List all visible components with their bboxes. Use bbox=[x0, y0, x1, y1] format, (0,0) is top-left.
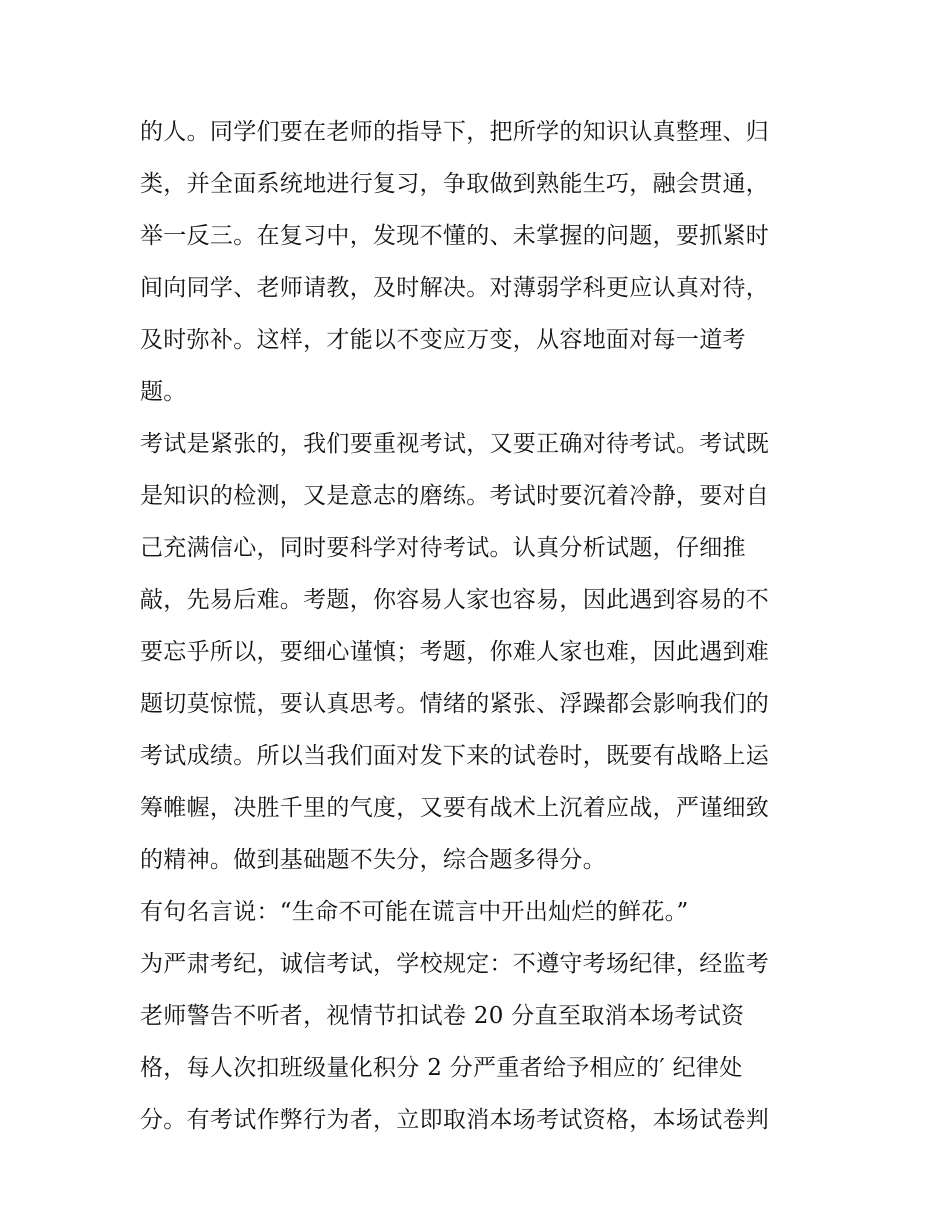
document-body bbox=[140, 106, 830, 1146]
text-line: 敲，先易后难。考题，你容易人家也容易，因此遇到容易的不 bbox=[140, 587, 770, 613]
text-line: 间向同学、老师请教，及时解决。对薄弱学科更应认真对待， bbox=[140, 275, 770, 301]
text-line: 分。有考试作弊行为者，立即取消本场考试资格，本场试卷判 bbox=[140, 1107, 770, 1133]
text-line: 老师警告不听者，视情节扣试卷 20 分直至取消本场考试资 bbox=[140, 1003, 745, 1029]
text-line: 举一反三。在复习中，发现不懂的、未掌握的问题，要抓紧时 bbox=[140, 223, 770, 249]
text-line: 及时弥补。这样，才能以不变应万变，从容地面对每一道考 bbox=[140, 327, 746, 353]
text-line: 考试成绩。所以当我们面对发下来的试卷时，既要有战略上运 bbox=[140, 743, 770, 769]
text-line: 是知识的检测，又是意志的磨练。考试时要沉着冷静，要对自 bbox=[140, 483, 770, 509]
text-line: 要忘乎所以，要细心谨慎；考题，你难人家也难，因此遇到难 bbox=[140, 639, 770, 665]
text-line: 为严肃考纪，诚信考试，学校规定：不遵守考场纪律，经监考 bbox=[140, 951, 770, 977]
text-line: 的人。同学们要在老师的指导下，把所学的知识认真整理、归 bbox=[140, 119, 770, 145]
text-line: 类，并全面系统地进行复习，争取做到熟能生巧，融会贯通， bbox=[140, 171, 770, 197]
text-line: 己充满信心，同时要科学对待考试。认真分析试题，仔细推 bbox=[140, 535, 746, 561]
text-line: 筹帷幄，决胜千里的气度，又要有战术上沉着应战，严谨细致 bbox=[140, 795, 770, 821]
text-line: 格，每人次扣班级量化积分 2 分严重者给予相应的′ 纪律处 bbox=[140, 1055, 743, 1081]
text-line: 考试是紧张的，我们要重视考试，又要正确对待考试。考试既 bbox=[140, 431, 770, 457]
text-line: 有句名言说：“生命不可能在谎言中开出灿烂的鲜花。” bbox=[140, 899, 689, 925]
text-line: 题切莫惊慌，要认真思考。情绪的紧张、浮躁都会影响我们的 bbox=[140, 691, 770, 717]
text-line: 题。 bbox=[140, 379, 187, 405]
text-line: 的精神。做到基础题不失分，综合题多得分。 bbox=[140, 847, 606, 873]
